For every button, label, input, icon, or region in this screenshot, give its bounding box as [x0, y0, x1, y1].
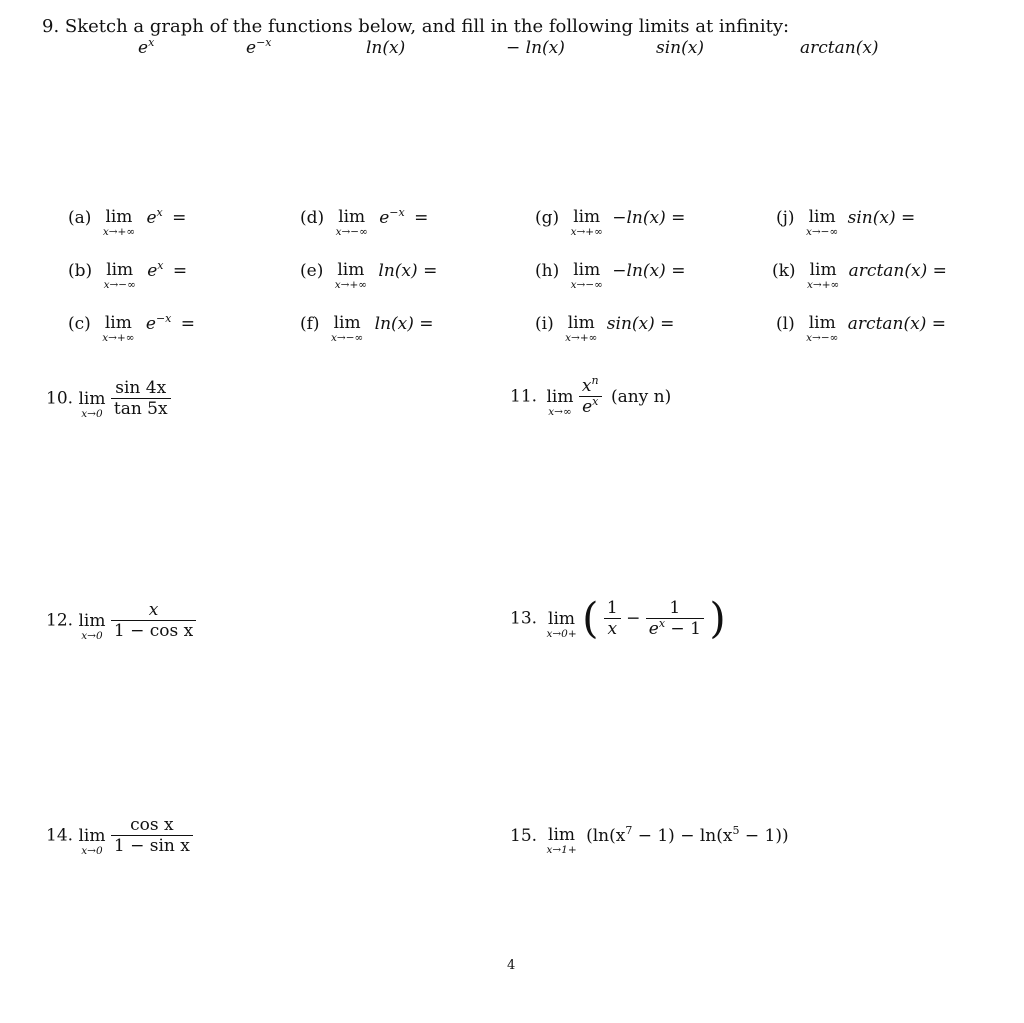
limit-item-e: (e) lim x→+∞ ln(x) =: [300, 260, 438, 291]
limit-item-a: (a) lim x→+∞ $e^x$ =: [68, 206, 187, 238]
function-sin: sin(x): [656, 38, 704, 58]
problem-9-heading: 9. Sketch a graph of the functions below, and fill in the following limits at infinity:: [42, 16, 790, 37]
right-paren: ): [709, 593, 726, 643]
problem-14: 14. lim x→0 $\frac{\text{cos x}}{\text{1 − sin x}}$: [46, 815, 193, 857]
function-exp: $e^x$: [138, 36, 155, 58]
limit-item-j: (j) lim x→−∞ sin(x) =: [776, 207, 916, 238]
problem-10: 10. lim x→0 $\frac{\sin 4x}{\tan 5x}$: [46, 378, 171, 420]
limit-item-h: (h) lim x→−∞ −ln(x) =: [535, 260, 686, 291]
limit-item-k: (k) lim x→+∞ arctan(x) =: [772, 260, 947, 291]
page-number: 4: [507, 958, 516, 973]
function-exp-neg: $e^{-x}$: [246, 36, 272, 58]
problem-12: 12. lim x→0 $\frac{x}{\text{1 − cos x}}$: [46, 600, 196, 642]
limit-item-l: (l) lim x→−∞ arctan(x) =: [776, 313, 946, 344]
limit-item-b: (b) lim x→−∞ $e^x$ =: [68, 259, 188, 291]
problem-11: 11. lim x→∞ $\frac{x^n}{e^x}$ (any n): [510, 374, 672, 418]
limit-item-f: (f) lim x→−∞ ln(x) =: [300, 313, 434, 344]
left-paren: (: [582, 593, 599, 643]
function-ln: ln(x): [366, 38, 406, 58]
problem-13: 13. lim x→0+ ( $\frac{1}{x}$ − $\frac{1}{e^x - 1}$ ): [510, 593, 726, 643]
limit-item-c: (c) lim x→+∞ $e^{-x}$ =: [68, 312, 196, 344]
limit-item-g: (g) lim x→+∞ −ln(x) =: [535, 207, 686, 238]
problem-15: 15. lim x→1+ $(\ln(x^7 - 1) - \ln(x^5 - 1))$: [510, 824, 789, 856]
function-neg-ln: − ln(x): [506, 38, 565, 58]
function-arctan: arctan(x): [800, 38, 879, 58]
limit-item-d: (d) lim x→−∞ $e^{-x}$ =: [300, 206, 429, 238]
limit-item-i: (i) lim x→+∞ sin(x) =: [535, 313, 675, 344]
